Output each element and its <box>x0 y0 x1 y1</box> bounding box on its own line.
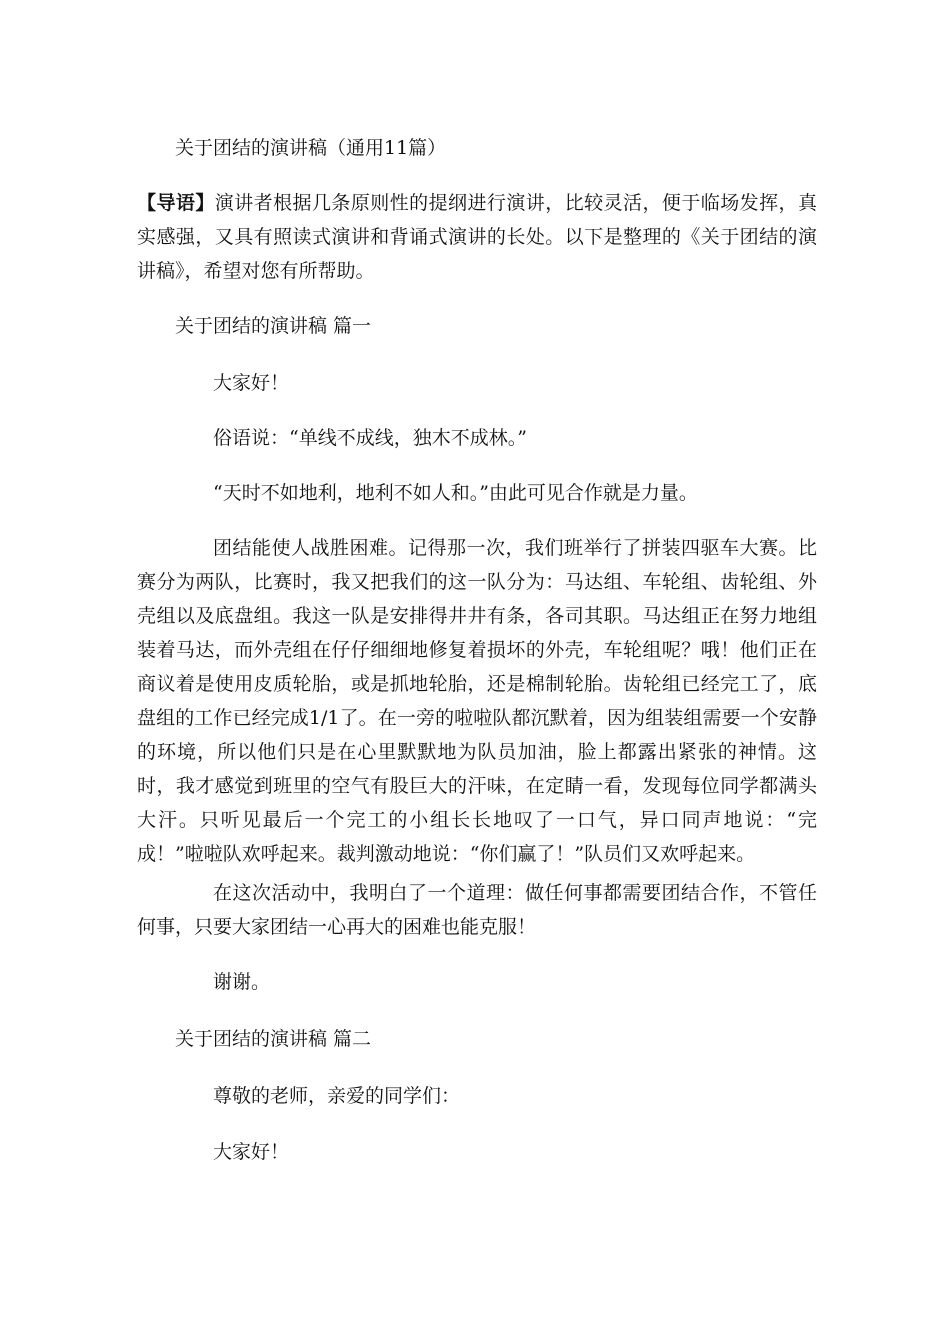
section2-greeting: 大家好！ <box>213 1141 290 1163</box>
section1-paragraph-3: 团结能使人战胜困难。记得那一次，我们班举行了拼装四驱车大赛。比赛分为两队，比赛时，我又把我们的这一队分为：马达组、车轮组、齿轮组、外壳组以及底盘组。我这一队是安排得井井有条，各司其职。马达组正在努力地组装着马达，而外壳组在仔仔细细地修复着损坏的外壳，车轮组呢？哦！他们正在商议着是使用皮质轮胎，或是抓地轮胎，还是棉制轮胎。齿轮组已经完工了，底盘组的工作已经完成1/1了。在一旁的啦啦队都沉默着，因为组装组需要一个安静的环境，所以他们只是在心里默默地为队员加油，脸上都露出紧张的神情。这时，我才感觉到班里的空气有股巨大的汗味，在定睛一看，发现每位同学都满头大汗。只听见最后一个完工的小组长长地叹了一口气，异口同声地说：“完成！”啦啦队欢呼起来。裁判激动地说：“你们赢了！”队员们又欢呼起来。 <box>137 537 817 865</box>
section1-paragraph-4: 在这次活动中，我明白了一个道理：做任何事都需要团结合作，不管任何事，只要大家团结一心再大的困难也能克服！ <box>137 882 817 938</box>
section2-heading: 关于团结的演讲稿 篇二 <box>175 1028 372 1050</box>
section1-paragraph-1: 俗语说：“单线不成线，独木不成林。” <box>213 427 527 449</box>
intro-label: 【导语】 <box>137 192 215 214</box>
intro-text: 演讲者根据几条原则性的提纲进行演讲，比较灵活，便于临场发挥，真实感强，又具有照读式演讲和背诵式演讲的长处。以下是整理的《关于团结的演讲稿》，希望对您有所帮助。 <box>137 192 817 282</box>
intro-paragraph <box>137 186 817 288</box>
section1-greeting: 大家好！ <box>213 372 290 394</box>
document-title: 关于团结的演讲稿（通用11篇） <box>175 137 447 159</box>
section2-salutation: 尊敬的老师，亲爱的同学们： <box>213 1085 461 1107</box>
section1-paragraph-2: “天时不如地利，地利不如人和。”由此可见合作就是力量。 <box>213 482 698 504</box>
section1-thanks: 谢谢。 <box>213 971 271 993</box>
section1-heading: 关于团结的演讲稿 篇一 <box>175 315 372 337</box>
